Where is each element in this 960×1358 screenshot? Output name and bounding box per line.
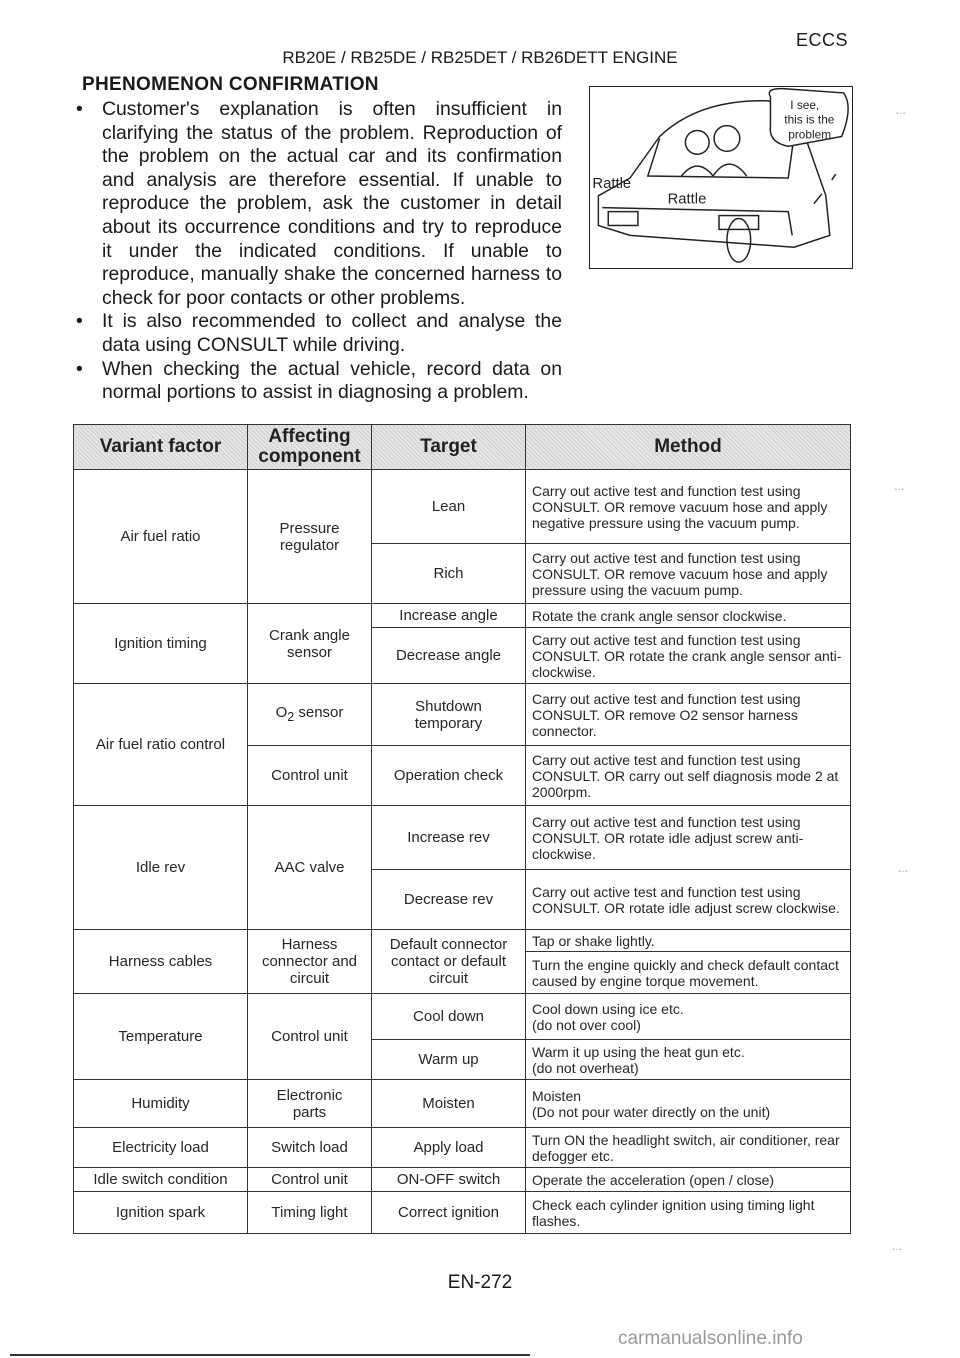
page-number: EN-272: [447, 1272, 513, 1293]
bullet-item: • It is also recommended to collect and analyse the data using CONSULT while driving.: [76, 310, 562, 356]
variant-cell: Temperature: [74, 994, 248, 1080]
bullet-text: It is also recommended to collect and analyse the data using CONSULT while driving.: [102, 310, 562, 356]
target-cell: ON-OFF switch: [372, 1168, 526, 1192]
table-row: [74, 806, 851, 870]
target-cell: Rich: [372, 544, 526, 604]
variant-cell: Ignition spark: [74, 1192, 248, 1234]
variant-factor-table: [73, 424, 851, 1234]
component-cell: Timing light: [248, 1192, 372, 1234]
component-cell: Electronic parts: [248, 1080, 372, 1128]
bullet-text: When checking the actual vehicle, record data on normal portions to assist in diagnosing a problem.: [102, 357, 562, 404]
method-cell: Carry out active test and function test using CONSULT. OR remove vacuum hose and apply negative pressure using the vacuum pump.: [526, 470, 851, 544]
table-row: [74, 1192, 851, 1234]
method-cell: Turn the engine quickly and check default contact caused by engine torque movement.: [526, 952, 851, 994]
variant-cell: Harness cables: [74, 930, 248, 994]
method-cell: Turn ON the headlight switch, air conditioner, rear defogger etc.: [526, 1128, 851, 1168]
bullet-text: Customer's explanation is often insufficient in clarifying the status of the problem. Reproduction of the problem on the actual car and its confirmation and analysis are therefore essential. If unable to reproduce the problem, ask the customer in detail about its occurrence conditions and try to reproduce it under the indicated conditions. If unable to reproduce, manually shake the concerned harness to check for poor contacts or other problems.: [102, 98, 562, 309]
section-tag: ECCS: [795, 30, 848, 50]
table-row: [74, 1080, 851, 1128]
margin-tick: -·-: [892, 1244, 902, 1255]
speech-line: problem: [788, 127, 832, 142]
target-cell: Increase rev: [372, 806, 526, 870]
margin-tick: -·-: [894, 484, 904, 495]
method-cell: Cool down using ice etc. (do not over cool): [526, 994, 851, 1040]
headlight: [608, 212, 638, 226]
method-cell: Carry out active test and function test using CONSULT. OR carry out self diagnosis mode 2 at 2000rpm.: [526, 746, 851, 806]
engine-header: RB20E / RB25DE / RB25DET / RB26DETT ENGINE: [282, 48, 678, 67]
method-cell: Carry out active test and function test using CONSULT. OR remove vacuum hose and apply pressure using the vacuum pump.: [526, 544, 851, 604]
component-cell: Crank angle sensor: [248, 604, 372, 684]
table-row: [74, 470, 851, 544]
variant-cell: Idle switch condition: [74, 1168, 248, 1192]
target-cell: Default connector contact or default circuit: [372, 930, 526, 994]
bullet-list: [74, 98, 562, 405]
component-cell: Control unit: [248, 746, 372, 806]
method-cell: Warm it up using the heat gun etc. (do not overheat): [526, 1040, 851, 1080]
method-cell: Check each cylinder ignition using timing light flashes.: [526, 1192, 851, 1234]
target-cell: Increase angle: [372, 604, 526, 628]
target-cell: Shutdown temporary: [372, 684, 526, 746]
footer-rule: [10, 1354, 530, 1356]
variant-cell: Idle rev: [74, 806, 248, 930]
table-row: [74, 1168, 851, 1192]
variant-cell: Humidity: [74, 1080, 248, 1128]
method-cell: Carry out active test and function test using CONSULT. OR rotate the crank angle sensor anti-clockwise.: [526, 628, 851, 684]
car-rattle-illustration: [589, 86, 853, 269]
table-row: [74, 1128, 851, 1168]
variant-cell: Electricity load: [74, 1128, 248, 1168]
component-cell: AAC valve: [248, 806, 372, 930]
table-row: [74, 684, 851, 746]
table-row: [74, 604, 851, 628]
speech-line: I see,: [790, 97, 820, 112]
motion-lines: [814, 174, 836, 204]
header-target: Target: [372, 425, 526, 470]
margin-tick: -·-: [896, 108, 906, 119]
header-component: Affecting component: [248, 425, 372, 470]
header-row: [74, 425, 851, 470]
target-cell: Decrease rev: [372, 870, 526, 930]
component-cell: Pressure regulator: [248, 470, 372, 604]
method-cell: Carry out active test and function test using CONSULT. OR rotate idle adjust screw clockwise.: [526, 870, 851, 930]
component-cell: Control unit: [248, 994, 372, 1080]
variant-cell: Air fuel ratio control: [74, 684, 248, 806]
car-drawing: [590, 87, 852, 268]
target-cell: Operation check: [372, 746, 526, 806]
rattle-label: Rattle: [592, 175, 632, 192]
section-title: PHENOMENON CONFIRMATION: [82, 74, 379, 95]
header-method: Method: [526, 425, 851, 470]
component-cell: Control unit: [248, 1168, 372, 1192]
method-cell: Carry out active test and function test using CONSULT. OR remove O2 sensor harness connector.: [526, 684, 851, 746]
method-cell: Operate the acceleration (open / close): [526, 1168, 851, 1192]
driver-body: [681, 166, 713, 176]
watermark: carmanualsonline.info: [618, 1328, 803, 1349]
rattle-label: Rattle: [667, 191, 707, 208]
component-cell: $O_2$ sensor: [248, 684, 372, 746]
grille: [719, 216, 759, 230]
target-cell: Decrease angle: [372, 628, 526, 684]
variant-cell: Ignition timing: [74, 604, 248, 684]
wheel: [727, 219, 751, 263]
speech-line: this is the: [784, 112, 835, 127]
passenger-head: [714, 126, 740, 152]
margin-tick: -·-: [898, 866, 908, 877]
bullet-item: • When checking the actual vehicle, record data on normal portions to assist in diagnosing a problem.: [76, 357, 562, 404]
target-cell: Lean: [372, 470, 526, 544]
component-cell: Harness connector and circuit: [248, 930, 372, 994]
header-variant: Variant factor: [74, 425, 248, 470]
method-cell: Carry out active test and function test using CONSULT. OR rotate idle adjust screw anti-clockwise.: [526, 806, 851, 870]
method-cell: Tap or shake lightly.: [526, 930, 851, 952]
target-cell: Warm up: [372, 1040, 526, 1080]
table-row: [74, 930, 851, 952]
target-cell: Correct ignition: [372, 1192, 526, 1234]
target-cell: Apply load: [372, 1128, 526, 1168]
passenger-body: [713, 164, 747, 176]
target-cell: Cool down: [372, 994, 526, 1040]
target-cell: Moisten: [372, 1080, 526, 1128]
method-cell: Rotate the crank angle sensor clockwise.: [526, 604, 851, 628]
variant-cell: Air fuel ratio: [74, 470, 248, 604]
table-row: [74, 994, 851, 1040]
driver-head: [685, 131, 709, 155]
bullet-item: • Customer's explanation is often insufficient in clarifying the status of the problem. Reproduction of the problem on the actual car and its confirmation and analysis are therefore essential. If unable to reproduce the problem, ask the customer in detail about its occurrence conditions and try to reproduce it under the indicated conditions. If unable to reproduce, manually shake the concerned harness to check for poor contacts or other problems.: [76, 98, 562, 309]
component-cell: Switch load: [248, 1128, 372, 1168]
method-cell: Moisten (Do not pour water directly on the unit): [526, 1080, 851, 1128]
